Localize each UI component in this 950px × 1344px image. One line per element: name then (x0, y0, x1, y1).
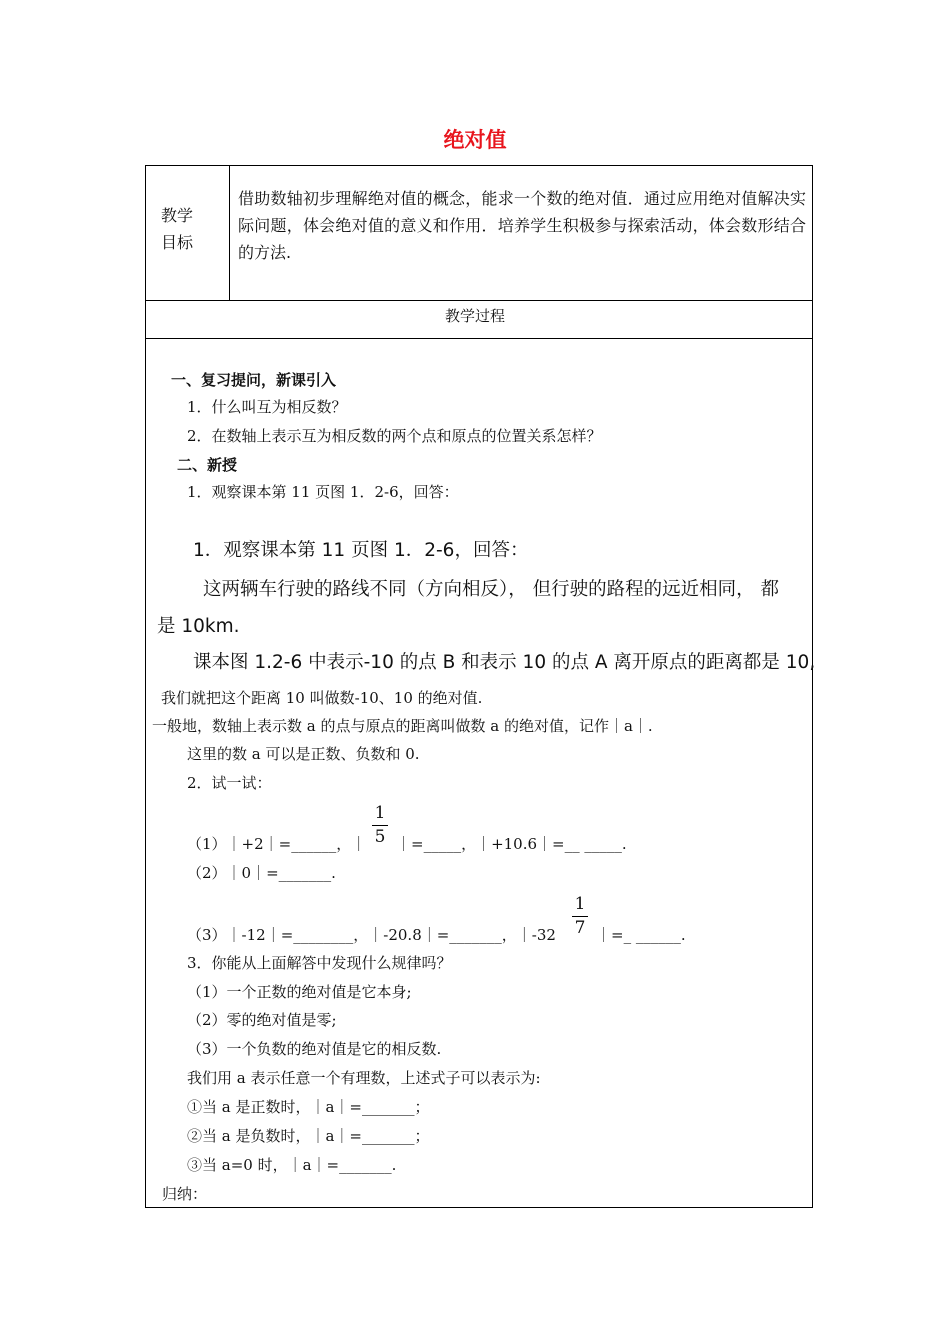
page-title: 绝对值 (443, 128, 507, 152)
pattern-question: 3．你能从上面解答中发现什么规律吗？ (187, 954, 452, 972)
fraction-bar (572, 916, 588, 917)
fraction-numerator: 1 (374, 803, 386, 823)
fraction-numerator: 1 (574, 894, 586, 914)
exercise-line: （2）｜0｜=_______. (187, 864, 336, 882)
exercise-line: （3）｜-12｜=________，｜-20.8｜=_______，｜-32 (187, 926, 556, 944)
summary-label: 归纳： (162, 1185, 208, 1203)
body-paragraph: 这两辆车行驶的路线不同（方向相反）， 但行驶的路程的远近相同， 都 (203, 579, 780, 600)
goal-label: 教学 (161, 206, 194, 225)
section-heading: 一、复习提问，新课引入 (171, 371, 337, 389)
review-question: 1．什么叫互为相反数？ (187, 398, 347, 416)
section-heading: 二、新授 (177, 456, 238, 474)
case-item: ②当 a 是负数时，｜a｜=_______； (187, 1127, 430, 1145)
fraction-denominator: 5 (374, 827, 386, 847)
table-column-divider (229, 166, 230, 300)
case-item: ③当 a=0 时，｜a｜=_______. (187, 1156, 397, 1174)
rule-item: （3）一个负数的绝对值是它的相反数. (187, 1040, 442, 1058)
case-item: ①当 a 是正数时，｜a｜=_______； (187, 1098, 430, 1116)
fraction (372, 803, 388, 847)
definition-line: 一般地，数轴上表示数 a 的点与原点的距离叫做数 a 的绝对值，记作｜a｜. (152, 717, 653, 735)
rule-item: （2）零的绝对值是零; (187, 1011, 337, 1029)
fraction-bar (372, 825, 388, 826)
observe-instruction: 1．观察课本第 11 页图 1．2-6，回答： (187, 483, 459, 501)
body-paragraph: 课本图 1.2-6 中表示-10 的点 B 和表示 10 的点 A 离开原点的距离都是 10, (193, 652, 816, 673)
exercise-line: （1）｜+2｜=______，｜ (187, 835, 367, 853)
definition-line: 这里的数 a 可以是正数、负数和 0. (187, 745, 420, 763)
exercise-line: ｜=_____，｜+10.6｜=__ _____. (396, 835, 627, 853)
expression-intro: 我们用 a 表示任意一个有理数，上述式子可以表示为: (187, 1069, 541, 1087)
table-row-divider (146, 300, 812, 301)
definition-line: 我们就把这个距离 10 叫做数-10、10 的绝对值. (161, 689, 483, 707)
observe-instruction-large: 1．观察课本第 11 页图 1．2-6，回答： (193, 540, 529, 561)
goal-text: 借助数轴初步理解绝对值的概念，能求一个数的绝对值．通过应用绝对值解决实际问题，体会绝对值的意义和作用．培养学生积极参与探索活动，体会数形结合的方法. (238, 189, 806, 262)
process-header: 教学过程 (444, 307, 505, 325)
try-heading: 2．试一试： (187, 774, 272, 792)
rule-item: （1）一个正数的绝对值是它本身; (187, 983, 412, 1001)
body-paragraph: 是 10km. (157, 616, 240, 637)
review-question: 2．在数轴上表示互为相反数的两个点和原点的位置关系怎样？ (187, 427, 602, 445)
exercise-line: ｜=_ ______. (596, 926, 686, 944)
table-row-divider (146, 338, 812, 339)
goal-label: 目标 (161, 233, 194, 252)
fraction (572, 894, 588, 938)
fraction-denominator: 7 (574, 918, 586, 938)
